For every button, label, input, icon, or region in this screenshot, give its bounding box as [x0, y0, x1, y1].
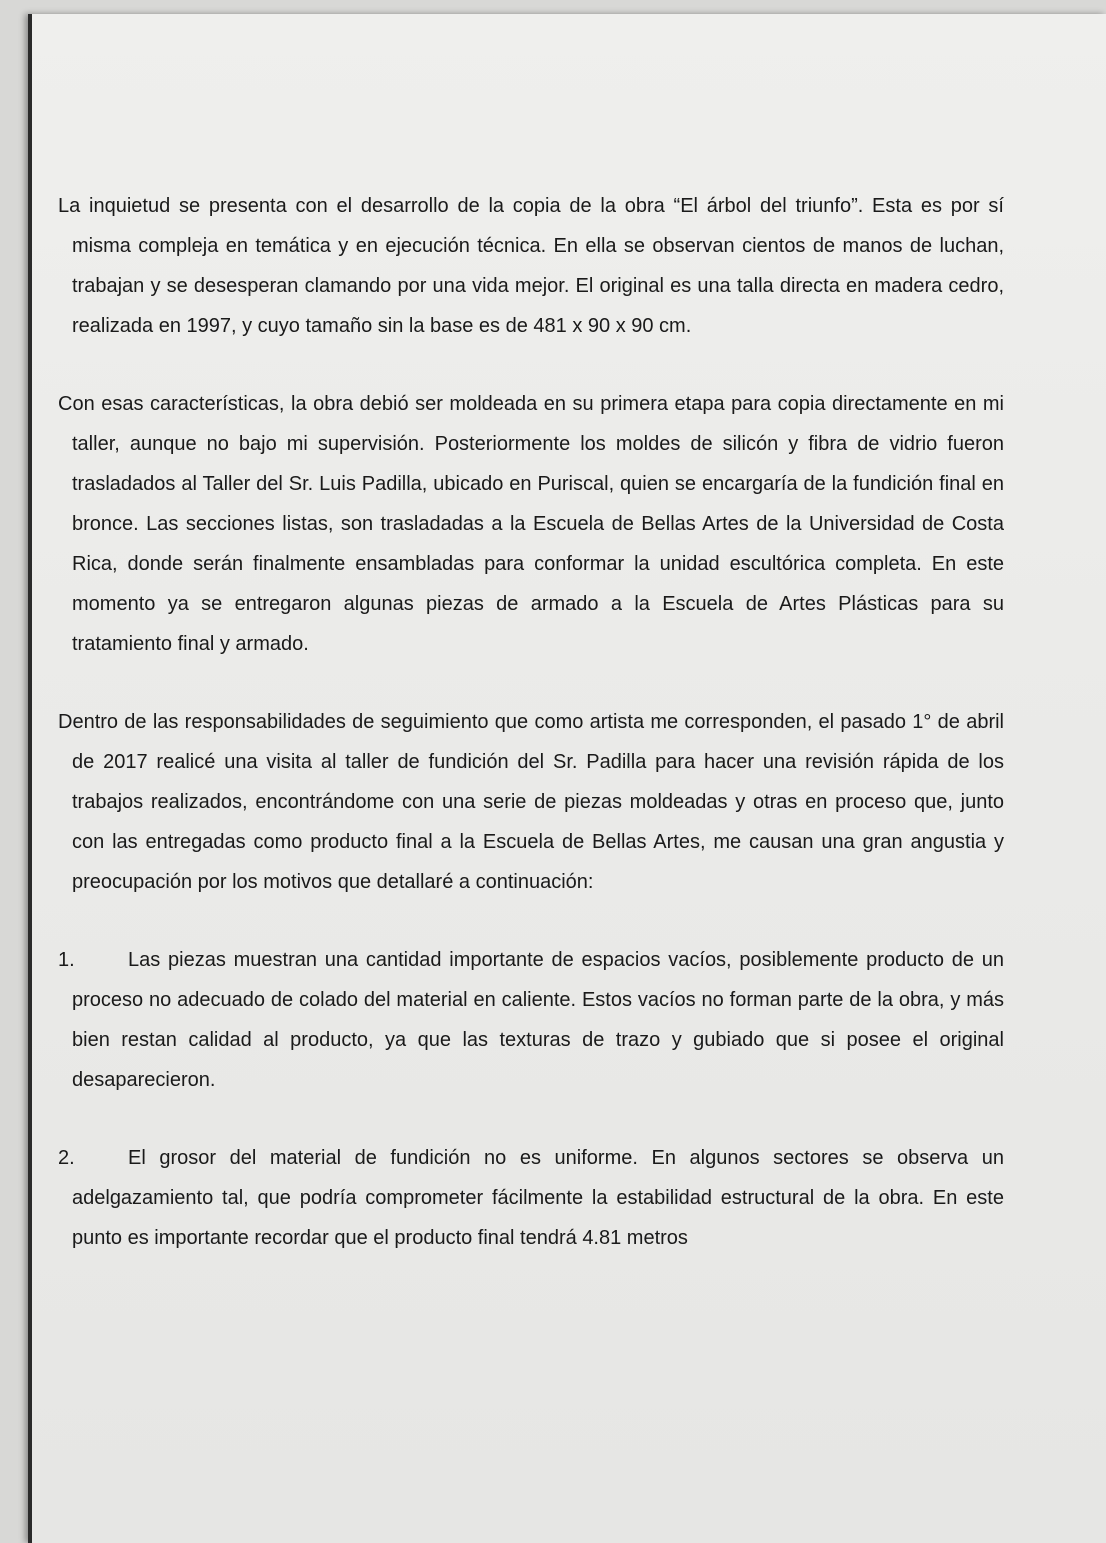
paragraph-intro: La inquietud se presenta con el desarrollo de la copia de la obra “El árbol del triunfo”. Esta es por sí misma compleja en temática y en ejecución técnica. En ella se observan cientos de manos de luchan, trabajan y se desesperan clamando por una vida mejor. El original es una talla directa en madera cedro, realizada en 1997, y cuyo tamaño sin la base es de 481 x 90 x 90 cm.	[58, 195, 1004, 337]
list-item-body	[72, 940, 1004, 1100]
paragraph-visit: Dentro de las responsabilidades de seguimiento que como artista me corresponden, el pasado 1° de abril de 2017 realicé una visita al taller de fundición del Sr. Padilla para hacer una revisión rápida de los trabajos realizados, encontrándome con una serie de piezas moldeadas y otras en proceso que, junto con las entregadas como producto final a la Escuela de Bellas Artes, me causan una gran angustia y preocupación por los motivos que detallaré a continuación:	[58, 711, 1004, 893]
document-page	[28, 14, 1106, 1543]
list-item-body	[72, 1138, 1004, 1258]
document-body	[58, 186, 1004, 1296]
list-item	[58, 1138, 1004, 1258]
list-item-text: Las piezas muestran una cantidad importante de espacios vacíos, posiblemente producto de un proceso no adecuado de colado del material en caliente. Estos vacíos no forman parte de la obra, y más bien restan calidad al producto, ya que las texturas de trazo y gubiado que si posee el original desaparecieron.	[72, 949, 1004, 1091]
page-binding-edge	[28, 14, 32, 1543]
paragraph-process: Con esas características, la obra debió ser moldeada en su primera etapa para copia directamente en mi taller, aunque no bajo mi supervisión. Posteriormente los moldes de silicón y fibra de vidrio fueron trasladados al Taller del Sr. Luis Padilla, ubicado en Puriscal, quien se encargaría de la fundición final en bronce. Las secciones listas, son trasladadas a la Escuela de Bellas Artes de la Universidad de Costa Rica, donde serán finalmente ensambladas para conformar la unidad escultórica completa. En este momento ya se entregaron algunas piezas de armado a la Escuela de Artes Plásticas para su tratamiento final y armado.	[58, 393, 1004, 655]
list-item-number: 1.	[58, 949, 75, 971]
list-item-number: 2.	[58, 1147, 75, 1169]
list-item	[58, 940, 1004, 1100]
list-item-text: El grosor del material de fundición no es uniforme. En algunos sectores se observa un adelgazamiento tal, que podría comprometer fácilmente la estabilidad estructural de la obra. En este punto es importante recordar que el producto final tendrá 4.81 metros	[72, 1147, 1004, 1249]
